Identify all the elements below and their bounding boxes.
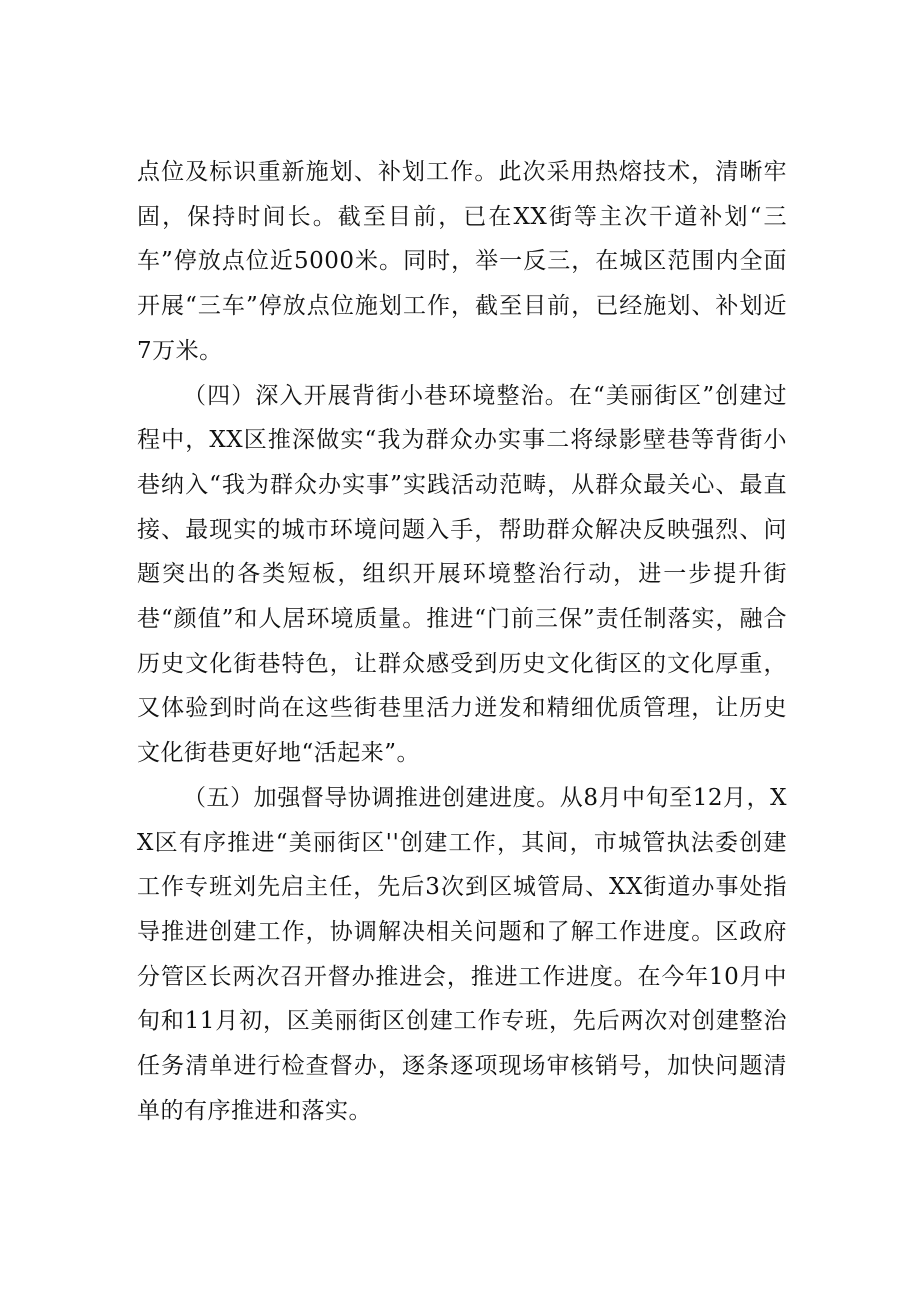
- paragraph-section-five: （五）加强督导协调推进创建进度。从8月中旬至12月，XX区有序推进“美丽街区''创建工作，其间，市城管执法委创建工作专班刘先启主任，先后3次到区城管局、XX街道办事处指导推进创建工作，协调解决相关问题和了解工作进度。区政府分管区长两次召开督办推进会，推进工作进度。在今年10月中旬和11月初，区美丽街区创建工作专班，先后两次对创建整治任务清单进行检查督办，逐条逐项现场审核销号，加快问题清单的有序推进和落实。: [137, 784, 787, 1124]
- body-text: [137, 150, 787, 1133]
- paragraph-section-four: （四）深入开展背街小巷环境整治。在“美丽街区”创建过程中，XX区推深做实“我为群众办实事二将绿影壁巷等背街小巷纳入“我为群众办实事”实践活动范畴，从群众最关心、最直接、最现实的城市环境问题入手，帮助群众解决反映强烈、问题突出的各类短板，组织开展环境整治行动，进一步提升街巷“颜值”和人居环境质量。推进“门前三保”责任制落实，融合历史文化街巷特色，让群众感受到历史文化街区的文化厚重，又体验到时尚在这些街巷里活力迸发和精细优质管理，让历史文化街巷更好地“活起来”。: [137, 382, 787, 767]
- paragraph-continuation: 点位及标识重新施划、补划工作。此次采用热熔技术，清晰牢固，保持时间长。截至目前，已在XX街等主次干道补划“三车”停放点位近5000米。同时，举一反三，在城区范围内全面开展“三车”停放点位施划工作，截至目前，已经施划、补划近7万米。: [137, 159, 787, 364]
